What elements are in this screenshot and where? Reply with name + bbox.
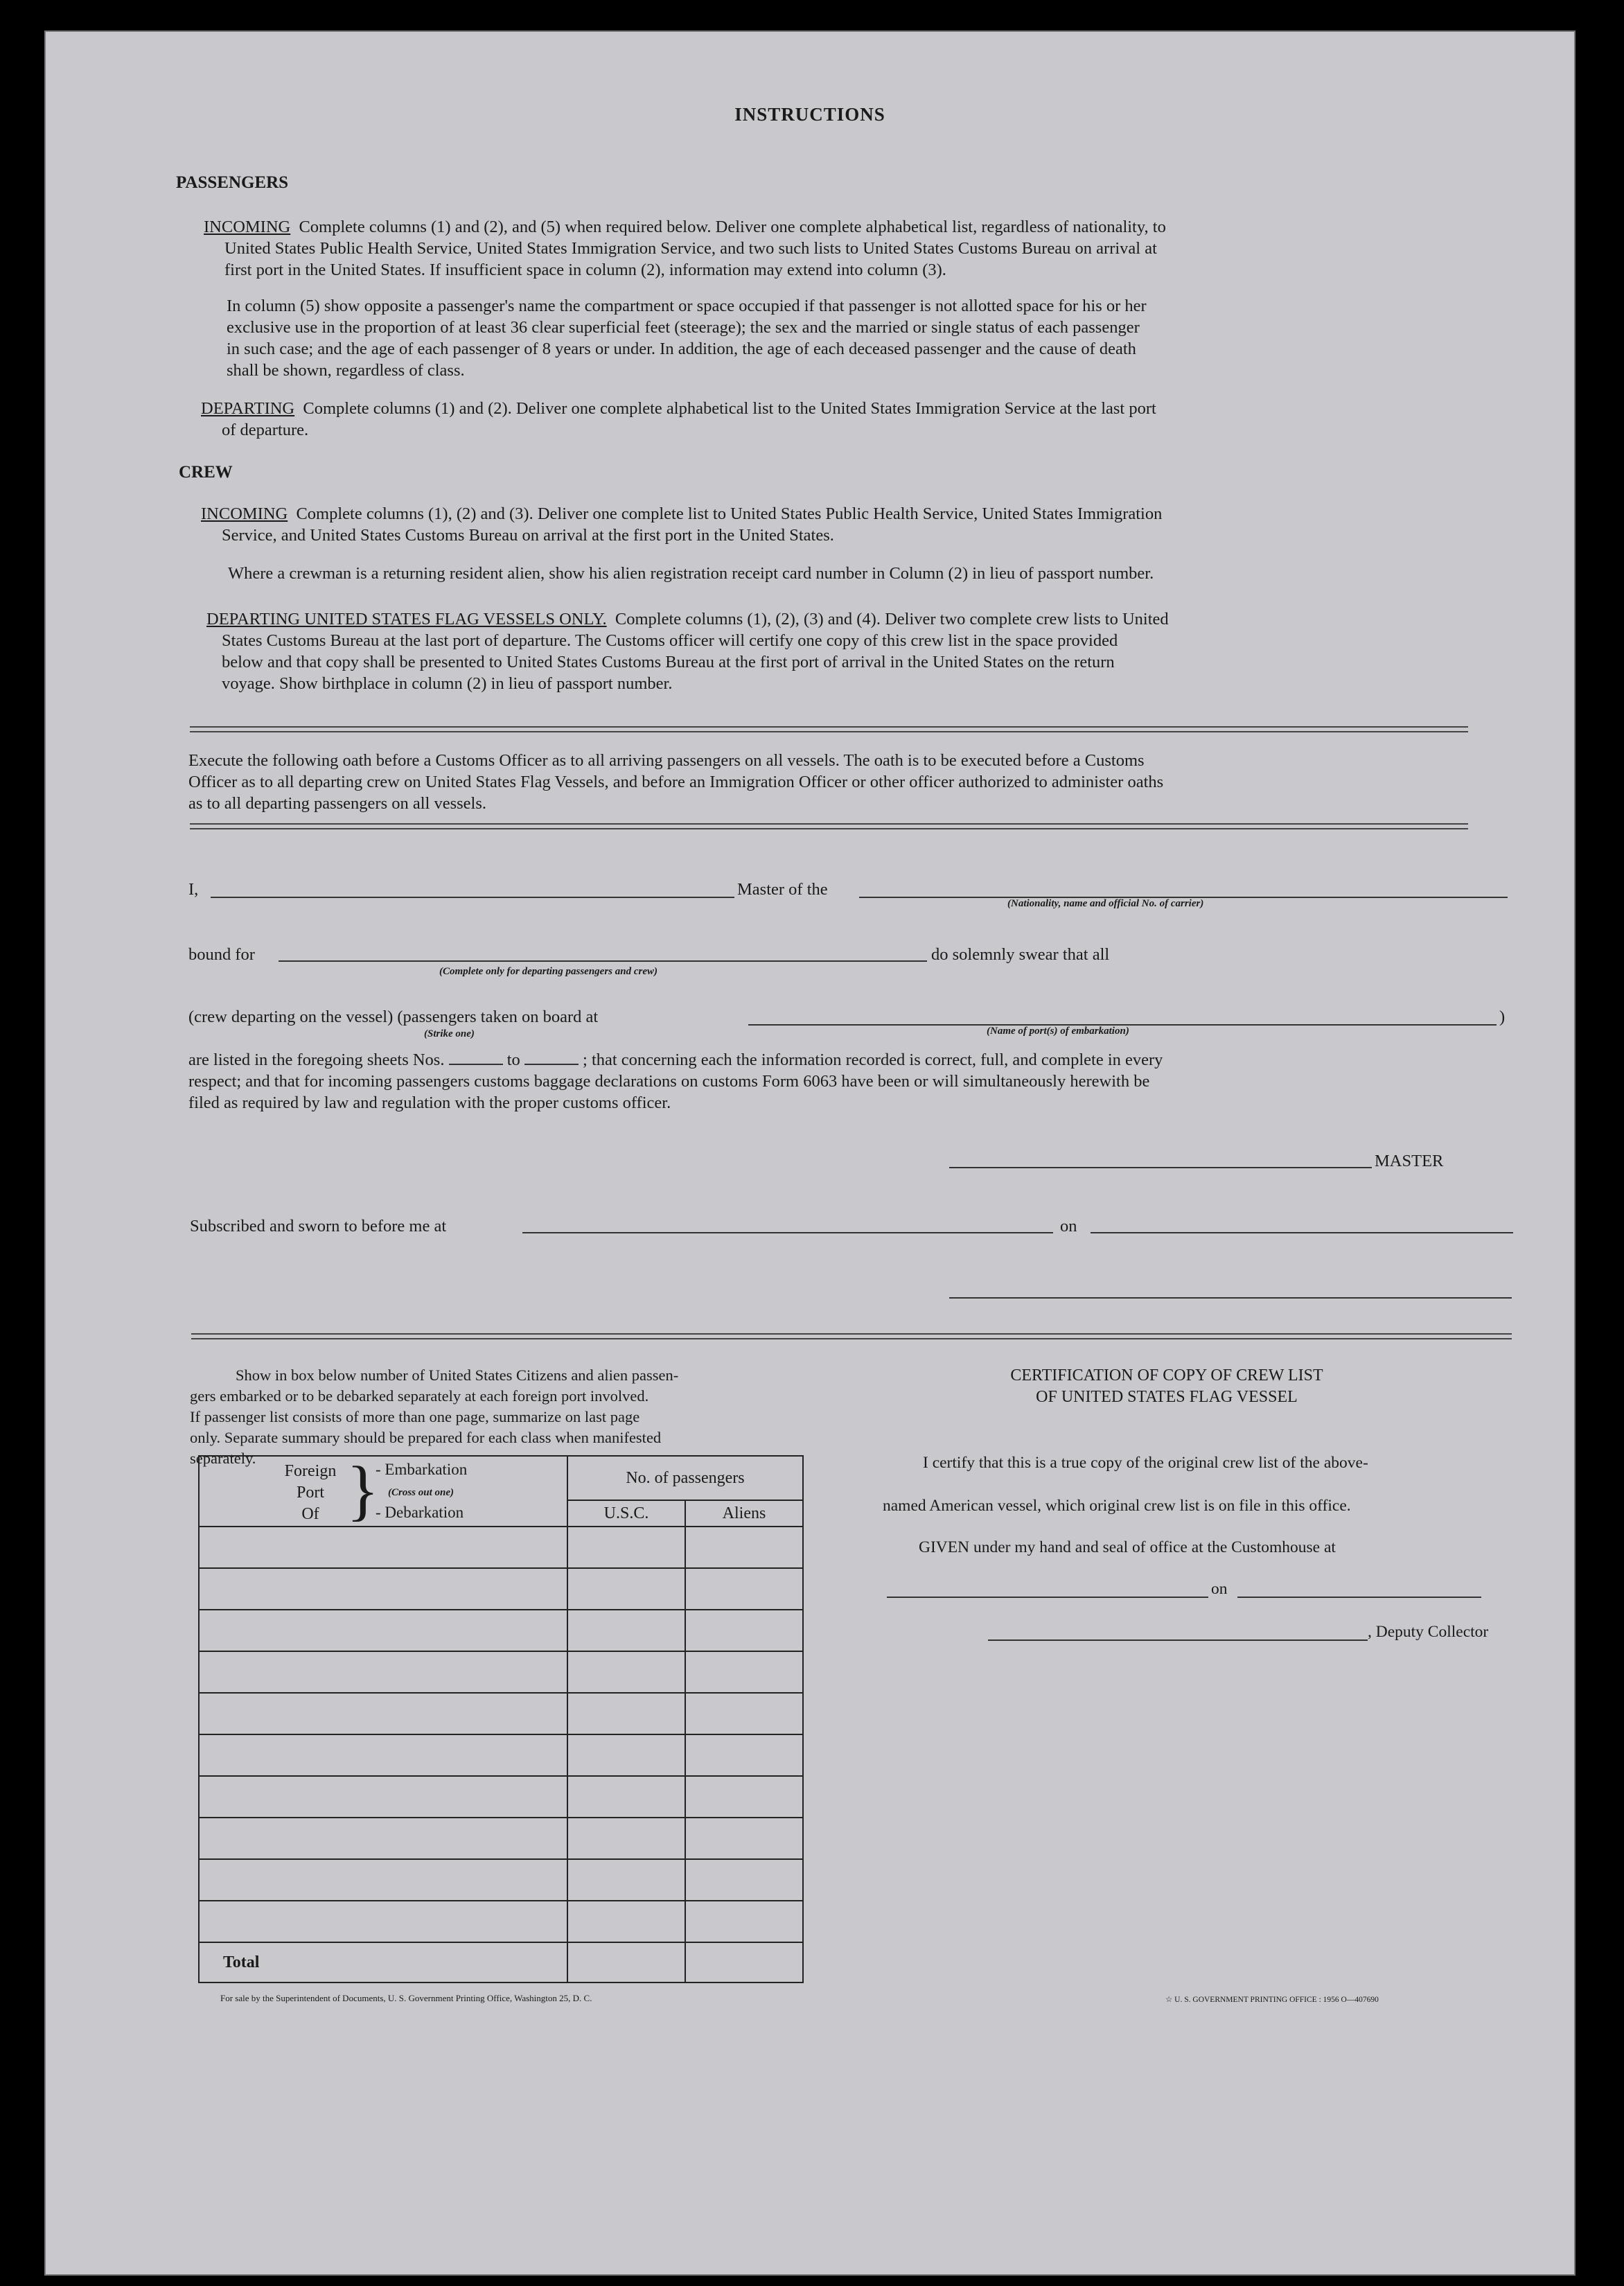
aliens-cell[interactable] <box>685 1734 803 1776</box>
debarkation-label: - Debarkation <box>376 1504 464 1521</box>
crew-heading: CREW <box>179 463 233 482</box>
oath-intro-line-2: Officer as to all departing crew on United States Flag Vessels, and before an Immigration Officer or other officer authorized to administer oaths <box>188 773 1164 791</box>
port-cell[interactable] <box>199 1859 567 1901</box>
usc-cell[interactable] <box>567 1859 685 1901</box>
passengers-incoming-line-1: Complete columns (1) and (2), and (5) when required below. Deliver one complete alphabetical list, regardless of nationality, to <box>299 218 1166 236</box>
brace-icon: } <box>346 1453 380 1528</box>
crew-departing-line-1: Complete columns (1), (2), (3) and (4). Deliver two complete crew lists to United <box>615 610 1169 628</box>
aliens-cell[interactable] <box>685 1610 803 1651</box>
subscribed-label: Subscribed and sworn to before me at <box>190 1217 447 1236</box>
usc-cell[interactable] <box>567 1901 685 1942</box>
passenger-summary-table <box>198 1455 804 1983</box>
aliens-cell[interactable] <box>685 1527 803 1568</box>
aliens-cell[interactable] <box>685 1776 803 1818</box>
usc-cell[interactable] <box>567 1527 685 1568</box>
usc-cell[interactable] <box>567 1610 685 1651</box>
aliens-cell[interactable] <box>685 1568 803 1610</box>
oath-swear: do solemnly swear that all <box>931 945 1110 964</box>
usc-cell[interactable] <box>567 1568 685 1610</box>
oath-listed-paragraph <box>188 1049 1505 1114</box>
oath-intro <box>188 750 1491 814</box>
col5-line-3: in such case; and the age of each passenger of 8 years or under. In addition, the age of each deceased passenger and the cause of death <box>227 340 1136 358</box>
crew-departing-line-4: voyage. Show birthplace in column (2) in lieu of passport number. <box>222 674 673 693</box>
passengers-incoming-label: INCOMING <box>204 218 291 236</box>
listed-line-3: filed as required by law and regulation with the proper customs officer. <box>188 1093 671 1112</box>
crew-incoming-paragraph <box>201 503 1490 546</box>
usc-cell[interactable] <box>567 1776 685 1818</box>
customhouse-field[interactable] <box>887 1597 1208 1598</box>
sheet-from-field[interactable] <box>449 1064 503 1065</box>
crew-departing-line-3: below and that copy shall be presented to United States Customs Bureau at the first port of arrival in the United States on the return <box>222 653 1115 671</box>
aliens-cell[interactable] <box>685 1859 803 1901</box>
bound-caption: (Complete only for departing passengers and crew) <box>439 966 657 977</box>
divider <box>190 823 1468 829</box>
certification-title <box>883 1365 1451 1408</box>
crew-departing-paragraph <box>206 608 1495 694</box>
aliens-cell[interactable] <box>685 1818 803 1859</box>
passengers-departing-line-1: Complete columns (1) and (2). Deliver one complete alphabetical list to the United States Immigration Service at the last port <box>303 399 1156 418</box>
certify-date-field[interactable] <box>1237 1597 1481 1598</box>
subscribed-date-field[interactable] <box>1091 1232 1513 1233</box>
listed-line-1: are listed in the foregoing sheets Nos. <box>188 1050 445 1069</box>
aliens-header: Aliens <box>685 1500 803 1527</box>
oath-bound-for: bound for <box>188 945 255 964</box>
summary-line-5: separately. <box>190 1450 256 1467</box>
oath-intro-line-1: Execute the following oath before a Customs Officer as to all arriving passengers on all vessels. The oath is to be executed before a Customs <box>188 751 1145 770</box>
footer-printing-office: ☆ U. S. GOVERNMENT PRINTING OFFICE : 1956 O—407690 <box>1165 1996 1379 2004</box>
aliens-cell[interactable] <box>685 1901 803 1942</box>
embarkation-label: - Embarkation <box>376 1461 468 1478</box>
passengers-departing-paragraph <box>201 398 1490 441</box>
certify-line-3: GIVEN under my hand and seal of office at the Customhouse at <box>919 1538 1336 1556</box>
port-cell[interactable] <box>199 1693 567 1734</box>
usc-cell[interactable] <box>567 1693 685 1734</box>
passengers-departing-label: DEPARTING <box>201 399 295 418</box>
port-header <box>199 1453 567 1528</box>
subscribed-place-field[interactable] <box>522 1232 1053 1233</box>
port-cell[interactable] <box>199 1651 567 1693</box>
port-cell[interactable] <box>199 1734 567 1776</box>
aliens-total-cell[interactable] <box>685 1942 803 1982</box>
certify-line-2: named American vessel, which original crew list is on file in this office. <box>883 1497 1351 1515</box>
certify-on-label: on <box>1211 1580 1228 1598</box>
aliens-cell[interactable] <box>685 1693 803 1734</box>
divider <box>191 1333 1512 1339</box>
listed-line-2: respect; and that for incoming passengers customs baggage declarations on customs Form 6063 have been or will simultaneously herewith be <box>188 1072 1150 1091</box>
passengers-heading: PASSENGERS <box>176 173 289 192</box>
certification-title-line-2: OF UNITED STATES FLAG VESSEL <box>1036 1388 1298 1406</box>
divider <box>190 726 1468 732</box>
port-label: Port <box>296 1484 324 1502</box>
crew-incoming-line-2: Service, and United States Customs Bureau on arrival at the first port in the United States. <box>222 526 834 545</box>
sheet-to-field[interactable] <box>524 1064 579 1065</box>
bound-for-field[interactable] <box>279 960 927 962</box>
summary-line-3: If passenger list consists of more than one page, summarize on last page <box>190 1408 640 1425</box>
usc-cell[interactable] <box>567 1818 685 1859</box>
page-title: INSTRUCTIONS <box>734 104 885 125</box>
summary-line-2: gers embarked or to be debarked separately at each foreign port involved. <box>190 1387 649 1405</box>
port-cell[interactable] <box>199 1818 567 1859</box>
to-label: to <box>506 1050 520 1069</box>
of-label: Of <box>301 1505 319 1523</box>
carrier-caption: (Nationality, name and official No. of carrier) <box>1007 898 1204 909</box>
crew-departing-line-2: States Customs Bureau at the last port of departure. The Customs officer will certify one copy of this crew list in the space provided <box>222 631 1118 650</box>
total-label: Total <box>199 1942 567 1982</box>
deputy-collector-label: , Deputy Collector <box>1368 1623 1489 1641</box>
cross-out-caption: (Cross out one) <box>388 1487 454 1498</box>
port-cell[interactable] <box>199 1776 567 1818</box>
foreign-label: Foreign <box>284 1462 337 1480</box>
oath-master-of: Master of the <box>737 880 828 899</box>
master-name-field[interactable] <box>211 897 734 898</box>
passengers-incoming-line-2: United States Public Health Service, United States Immigration Service, and two such lists to United States Customs Bureau on arrival at <box>224 239 1157 258</box>
certify-line-1: I certify that this is a true copy of the original crew list of the above- <box>923 1454 1368 1472</box>
footer-sale-notice: For sale by the Superintendent of Documents, U. S. Government Printing Office, Washington 25, D. C. <box>220 1993 592 2003</box>
crew-incoming-label: INCOMING <box>201 504 288 523</box>
crew-resident-paragraph: Where a crewman is a returning resident alien, show his alien registration receipt card number in Column (2) in lieu of passport number. <box>228 564 1154 583</box>
form-sheet <box>44 30 1576 2276</box>
summary-instructions <box>190 1365 848 1469</box>
subscribed-on-label: on <box>1060 1217 1077 1236</box>
summary-line-4: only. Separate summary should be prepared for each class when manifested <box>190 1429 662 1446</box>
usc-header: U.S.C. <box>567 1500 685 1527</box>
crew-departing-label: DEPARTING UNITED STATES FLAG VESSELS ONLY. <box>206 610 607 628</box>
oath-i-label: I, <box>188 880 199 899</box>
port-cell[interactable] <box>199 1610 567 1651</box>
summary-line-1: Show in box below number of United States Citizens and alien passen- <box>236 1366 679 1384</box>
master-label: MASTER <box>1375 1152 1444 1170</box>
col5-line-4: shall be shown, regardless of class. <box>227 361 465 380</box>
master-signature-field[interactable] <box>949 1167 1372 1168</box>
passengers-column5-paragraph <box>227 295 1501 381</box>
aliens-cell[interactable] <box>685 1651 803 1693</box>
oath-intro-line-3: as to all departing passengers on all vessels. <box>188 794 487 813</box>
usc-total-cell[interactable] <box>567 1942 685 1982</box>
port-cell[interactable] <box>199 1568 567 1610</box>
passengers-incoming-paragraph <box>204 216 1492 281</box>
deputy-signature-field[interactable] <box>988 1639 1368 1641</box>
passengers-departing-line-2: of departure. <box>222 421 309 439</box>
listed-line-1b: ; that concerning each the information recorded is correct, full, and complete in every <box>583 1050 1163 1069</box>
usc-cell[interactable] <box>567 1651 685 1693</box>
usc-cell[interactable] <box>567 1734 685 1776</box>
port-cell[interactable] <box>199 1901 567 1942</box>
oath-crew-passengers: (crew departing on the vessel) (passengers taken on board at <box>188 1008 599 1026</box>
no-passengers-header: No. of passengers <box>567 1456 803 1500</box>
port-cell[interactable] <box>199 1527 567 1568</box>
certification-title-line-1: CERTIFICATION OF COPY OF CREW LIST <box>1010 1366 1323 1384</box>
col5-line-1: In column (5) show opposite a passenger's name the compartment or space occupied if that passenger is not allotted space for his or her <box>227 297 1147 315</box>
col5-line-2: exclusive use in the proportion of at least 36 clear superficial feet (steerage); the sex and the married or single status of each passenger <box>227 318 1140 337</box>
strike-caption: (Strike one) <box>424 1028 475 1039</box>
passengers-incoming-line-3: first port in the United States. If insufficient space in column (2), information may extend into column (3). <box>224 261 946 279</box>
crew-incoming-line-1: Complete columns (1), (2) and (3). Deliver one complete list to United States Public Health Service, United States Immigration <box>296 504 1163 523</box>
officer-signature-field[interactable] <box>949 1297 1512 1299</box>
port-caption: (Name of port(s) of embarkation) <box>987 1026 1129 1037</box>
close-paren: ) <box>1499 1008 1506 1026</box>
